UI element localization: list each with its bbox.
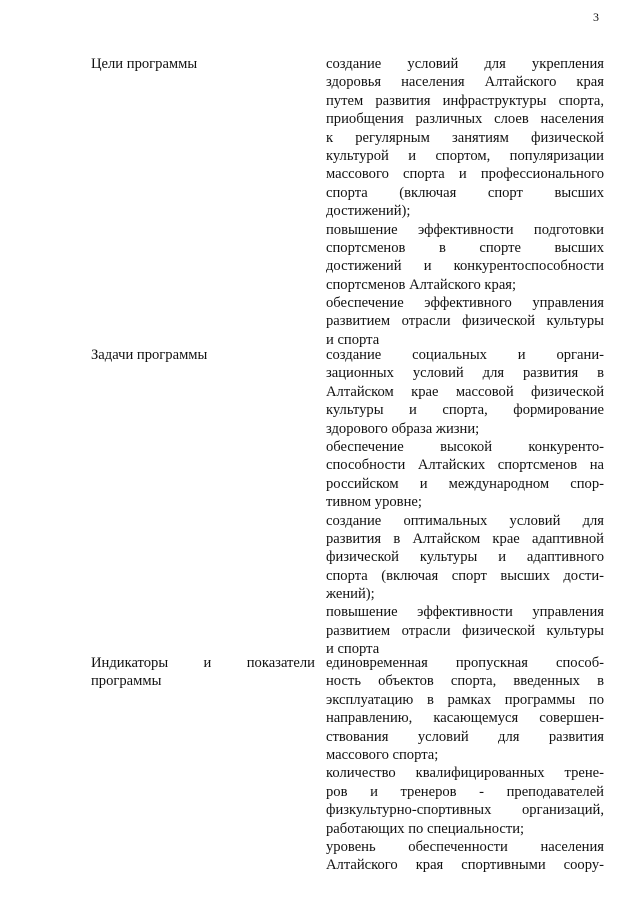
text-line: способности Алтайских спортсменов на: [326, 457, 604, 474]
text-line: обеспечение высокой конкуренто-: [326, 438, 604, 455]
text-line: к регулярным занятиям физической: [326, 129, 604, 146]
text-line: тивном уровне;: [326, 494, 422, 511]
section-label-line: программы: [91, 673, 162, 690]
text-line: Алтайском крае массовой физической: [326, 383, 604, 400]
text-line: направлению, касающемуся совершен-: [326, 710, 604, 727]
text-line: и спорта: [326, 641, 380, 658]
text-line: физкультурно-спортивных организаций,: [326, 802, 604, 819]
text-line: уровень обеспеченности населения: [326, 838, 604, 855]
section-label-line: Индикаторы и показатели: [91, 655, 315, 671]
text-line: Алтайского края спортивными соору-: [326, 857, 604, 874]
section-label-tasks: Задачи программы: [91, 347, 208, 363]
text-line: развитием отрасли физической культуры: [326, 313, 604, 330]
text-line: развитием отрасли физической культуры: [326, 622, 604, 639]
page-number: 3: [593, 10, 599, 24]
text-line: зационных условий для развития в: [326, 365, 604, 382]
text-line: обеспечение эффективного управления: [326, 295, 604, 312]
section-text-goals: [326, 55, 604, 349]
text-line: повышение эффективности подготовки: [326, 221, 604, 238]
text-line: единовременная пропускная способ-: [326, 655, 604, 671]
text-line: ность объектов спорта, введенных в: [326, 673, 604, 690]
text-line: достижений);: [326, 203, 411, 220]
text-line: культуры и спорта, формирование: [326, 402, 604, 419]
text-line: развития в Алтайском крае адаптивной: [326, 530, 604, 547]
text-line: спортсменов в спорте высших: [326, 239, 604, 256]
text-line: достижений и конкурентоспособности: [326, 258, 604, 275]
text-line: здорового образа жизни;: [326, 420, 480, 437]
section-label-indicators: [91, 654, 315, 691]
text-line: здоровья населения Алтайского края: [326, 74, 604, 91]
text-line: культурой и спортом, популяризации: [326, 147, 604, 164]
section-label-goals: Цели программы: [91, 56, 198, 72]
text-line: массового спорта;: [326, 746, 439, 763]
text-line: спорта (включая спорт высших: [326, 184, 604, 201]
text-line: создание социальных и органи-: [326, 347, 604, 363]
text-line: физической культуры и адаптивного: [326, 549, 604, 566]
text-line: ствования условий для развития: [326, 728, 604, 745]
text-line: жений);: [326, 586, 375, 603]
section-text-indicators: [326, 654, 604, 875]
text-line: массового спорта и профессионального: [326, 166, 604, 183]
text-line: эксплуатацию в рамках программы по: [326, 691, 604, 708]
text-line: создание оптимальных условий для: [326, 512, 604, 529]
text-line: создание условий для укрепления: [326, 56, 604, 72]
text-line: приобщения различных слоев населения: [326, 111, 604, 128]
text-line: путем развития инфраструктуры спорта,: [326, 92, 604, 109]
text-line: российском и международном спор-: [326, 475, 604, 492]
text-line: ров и тренеров - преподавателей: [326, 783, 604, 800]
text-line: работающих по специальности;: [326, 820, 525, 837]
text-line: количество квалифицированных трене-: [326, 765, 604, 782]
text-line: спортсменов Алтайского края;: [326, 276, 517, 293]
text-line: и спорта: [326, 331, 380, 348]
text-line: повышение эффективности управления: [326, 604, 604, 621]
section-text-tasks: [326, 346, 604, 659]
text-line: спорта (включая спорт высших дости-: [326, 567, 604, 584]
